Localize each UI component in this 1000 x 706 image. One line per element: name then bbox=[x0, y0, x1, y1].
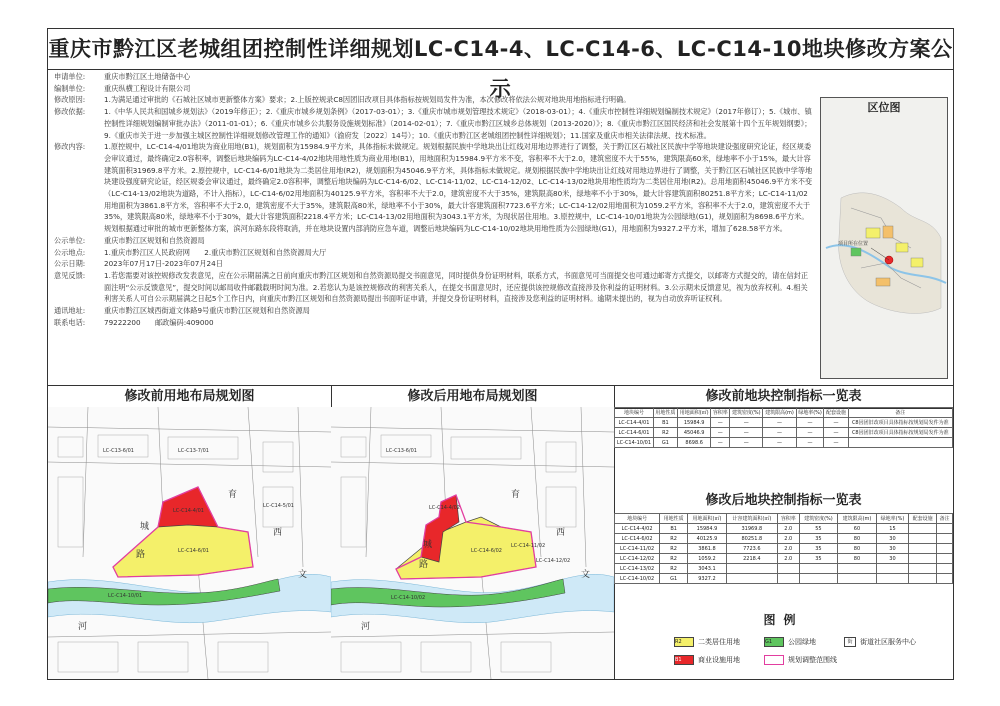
table-cell bbox=[909, 524, 937, 534]
table-cell: G1 bbox=[653, 438, 677, 448]
table-cell: LC-C14-6/01 bbox=[615, 428, 654, 438]
map-label: 育 bbox=[511, 490, 521, 500]
table-row bbox=[615, 554, 953, 564]
map-label: LC-C13-7/01 bbox=[178, 448, 209, 454]
table-row bbox=[615, 428, 953, 438]
table-header-cell: 备注 bbox=[848, 408, 952, 418]
table-cell: — bbox=[796, 428, 824, 438]
map-label: LC-C14-6/01 bbox=[178, 548, 209, 554]
info-value: 1.原控规中，LC-C14-4/01地块为商业用地(B1)，规划面积为15984.9平方米，具体指标未做规定。规划根据民族中学地块出让红线对用地边界进行了调整，关于黔江区石城社区民族中学等地块建设强度研究论证，经区规委会审议通过，最终确定2.0容积率，调整后地块编码为LC-C14-4/02地块用地性质为商业用地(B1)，用地面积为15984.9平方米不变，容积率不大于2.0，建筑密度不大于55%，建筑限高60米，绿地率不小于15%，最大计容建筑面积31969.8平方米。2.原控规中，LC-C14-6/01地块为二类居住用地(R2)，规划面积为45046.9平方米，具体指标未做规定。规划根据民族中学地块出让红线对用地边界进行了调整，关于黔江区石城社区民族中学等地块建设强度研究论证，经区规委会审议通过，最终确定2.0容积率，调整后地块编码为LC-C14-6/02、LC-C14-11/02、LC-C14-12/02、LC-C14-13/02地块用地性质均为二类居住用地(R2)。总用地面积45046.9平方米不变（LC-C14-13/02地块为道路，不计入指标），LC-C14-6/02用地面积为40125.9平方米，容积率不大于2.0，建筑密度不大于35%，建筑限高80米，绿地率不小于30%，最大计容建筑面积80251.8平方米；LC-C14-11/02用地面积为3861.8平方米，容积率不大于2.0，建筑密度不大于35%，建筑限高80米，绿地率不小于30%，最大计容建筑面积7723.6平方米；LC-C14-12/02用地面积为1059.2平方米，容积率不大于2.0，建筑密度不大于35%，建筑限高80米，绿地率不小于30%，最大计容建筑面积2218.4平方米；LC-C14-13/02用地面积为3043.1平方米，为现状居住用地。3.原控规中，LC-C14-10/01地块为公园绿地(G1)，规划面积为8698.6平方米。规划根据通过审批的城市更新整体方案，滨河东路东段将取消，并在地块设置内部消防应急车道，调整后地块编码为LC-C14-10/02地块用地性质为公园绿地(G1)，用地面积为9327.2平方米，增加了628.58平方米。 bbox=[104, 142, 813, 234]
table-cell: — bbox=[711, 418, 730, 428]
table-cell bbox=[876, 564, 908, 574]
table-cell: 2.0 bbox=[777, 524, 799, 534]
table-cell: 2218.4 bbox=[726, 554, 777, 564]
table-cell: — bbox=[711, 438, 730, 448]
info-label: 申请单位: bbox=[54, 72, 86, 81]
table-cell: 80251.8 bbox=[726, 534, 777, 544]
table-header-cell: 用地性质 bbox=[653, 408, 677, 418]
info-row bbox=[54, 141, 814, 235]
table-cell bbox=[799, 564, 837, 574]
table-cell: 15 bbox=[876, 524, 908, 534]
table-cell: 2.0 bbox=[777, 544, 799, 554]
legend-swatch-g1: G1 bbox=[764, 637, 784, 647]
table-header-cell: 建筑限高(m) bbox=[838, 514, 877, 524]
info-value: 2023年07月17日-2023年07月24日 bbox=[104, 259, 223, 269]
table-before-grid bbox=[614, 407, 953, 448]
table-header-cell: 地块编号 bbox=[615, 408, 654, 418]
table-cell: 35 bbox=[799, 554, 837, 564]
info-value: 1.重庆市黔江区人民政府网 2.重庆市黔江区规划和自然资源局大厅 bbox=[104, 247, 327, 257]
legend-label-b1: 商业设施用地 bbox=[698, 656, 740, 664]
table-header-cell: 备注 bbox=[937, 514, 953, 524]
table-cell: 15984.9 bbox=[688, 524, 727, 534]
legend-item-boundary bbox=[764, 655, 837, 665]
table-header-cell: 用地性质 bbox=[660, 514, 688, 524]
table-row bbox=[615, 574, 953, 584]
table-cell: R2 bbox=[653, 428, 677, 438]
table-header-cell: 绿地率(%) bbox=[876, 514, 908, 524]
table-cell: 8698.6 bbox=[677, 438, 710, 448]
table-header-cell: 地块编号 bbox=[615, 514, 660, 524]
table-cell: — bbox=[763, 438, 796, 448]
map-label: 河 bbox=[78, 622, 88, 632]
table-cell bbox=[937, 564, 953, 574]
table-cell bbox=[909, 564, 937, 574]
table-cell bbox=[937, 544, 953, 554]
table-cell: LC-C14-10/02 bbox=[615, 574, 660, 584]
table-cell bbox=[726, 564, 777, 574]
map-label: 西 bbox=[273, 528, 283, 538]
info-label: 修改原因: bbox=[54, 95, 86, 105]
table-cell: 30 bbox=[876, 554, 908, 564]
location-map bbox=[820, 97, 948, 379]
legend-label-boundary: 规划调整范围线 bbox=[788, 656, 837, 664]
table-cell: 2.0 bbox=[777, 554, 799, 564]
table-cell bbox=[777, 574, 799, 584]
table-cell: — bbox=[796, 438, 824, 448]
map-label: LC-C14-6/02 bbox=[471, 548, 502, 554]
table-header-cell: 建筑密度(%) bbox=[799, 514, 837, 524]
table-cell: R2 bbox=[660, 544, 688, 554]
map-after bbox=[331, 407, 615, 679]
info-row bbox=[54, 317, 814, 329]
table-cell: LC-C14-12/02 bbox=[615, 554, 660, 564]
table-cell bbox=[909, 534, 937, 544]
table-before-title: 修改前地块控制指标一览表 bbox=[614, 385, 953, 409]
info-row bbox=[54, 106, 814, 141]
table-header-cell: 绿地率(%) bbox=[796, 408, 824, 418]
table-cell: 35 bbox=[799, 534, 837, 544]
legend-swatch-boundary bbox=[764, 655, 784, 665]
map-label: 河 bbox=[361, 622, 371, 632]
map-label: LC-C14-11/02 bbox=[511, 543, 546, 549]
location-map-title: 区位图 bbox=[867, 101, 901, 114]
info-row bbox=[54, 247, 814, 259]
table-cell bbox=[799, 574, 837, 584]
table-header-cell: 用地面积(㎡) bbox=[688, 514, 727, 524]
table-header-cell: 容积率 bbox=[777, 514, 799, 524]
table-cell bbox=[777, 564, 799, 574]
info-value: 重庆市黔江区城西街道文体路9号重庆市黔江区规划和自然资源局 bbox=[104, 306, 310, 316]
legend-item-r2 bbox=[674, 637, 740, 647]
info-label: 公示单位: bbox=[54, 235, 86, 245]
table-cell bbox=[937, 524, 953, 534]
table-cell: LC-C14-4/02 bbox=[615, 524, 660, 534]
table-cell: 30 bbox=[876, 534, 908, 544]
table-cell: R2 bbox=[660, 564, 688, 574]
table-after-title: 修改后地块控制指标一览表 bbox=[705, 493, 862, 508]
table-after-grid bbox=[614, 513, 953, 584]
info-label: 通讯地址: bbox=[54, 306, 86, 316]
table-cell: — bbox=[763, 428, 796, 438]
map-after-title: 修改后用地布局规划图 bbox=[331, 385, 615, 409]
info-value: 1.《中华人民共和国城乡规划法》（2019年修正）；2.《重庆市城乡规划条例》（2017-03-01）；3.《重庆市城市规划管理技术规定》（2018-03-01）；4.《重庆市控制性详细规划编制技术规定》（2017年修订）；5.《城市、镇控制性详细规划编制审批办法》（2011-01-01）；6.《重庆市城乡公共服务设施规划标准》（2014-02-01）；7.《重庆市黔江区城乡总体规划（2013-2020）》；8.《重庆市黔江区国民经济和社会发展第十四个五年规划纲要》；9.《重庆市关于进一步加强主城区控制性详细规划修改管理工作的通知》（渝府发〔2022〕14号）；10.《重庆市黔江区老城组团控制性详细规划》；11.国家及重庆市相关法律法规、技术标准。 bbox=[104, 107, 812, 140]
table-cell: — bbox=[824, 438, 848, 448]
table-cell: — bbox=[763, 418, 796, 428]
table-cell: 15984.9 bbox=[677, 418, 710, 428]
map-label: 西 bbox=[556, 528, 566, 538]
table-cell: R2 bbox=[660, 554, 688, 564]
table-cell: LC-C14-4/01 bbox=[615, 418, 654, 428]
table-cell: C8因团旧改项目具体指标按规划局发件为准 bbox=[848, 418, 952, 428]
info-row bbox=[54, 270, 814, 305]
table-row bbox=[615, 544, 953, 554]
table-cell: — bbox=[824, 428, 848, 438]
legend-item-g1 bbox=[764, 637, 816, 647]
table-cell bbox=[937, 554, 953, 564]
legend-label-g1: 公园绿地 bbox=[788, 638, 816, 646]
table-after bbox=[614, 513, 953, 584]
table-header-cell: 用地面积(㎡) bbox=[677, 408, 710, 418]
table-cell bbox=[909, 574, 937, 584]
map-label: LC-C14-10/02 bbox=[391, 595, 426, 601]
map-label: 路 bbox=[419, 560, 429, 570]
table-cell: 45046.9 bbox=[677, 428, 710, 438]
table-cell bbox=[937, 534, 953, 544]
map-label: 城 bbox=[140, 522, 150, 532]
map-before bbox=[48, 407, 332, 679]
table-cell: — bbox=[824, 418, 848, 428]
info-value: 重庆市黔江区土地储备中心 bbox=[104, 72, 191, 81]
table-cell: 3861.8 bbox=[688, 544, 727, 554]
table-cell: 80 bbox=[838, 554, 877, 564]
table-header-cell: 配套设施 bbox=[909, 514, 937, 524]
table-before bbox=[614, 407, 953, 448]
table-cell: — bbox=[730, 418, 763, 428]
map-label: 文 bbox=[581, 570, 591, 580]
legend-item-street bbox=[844, 637, 916, 647]
table-cell bbox=[838, 564, 877, 574]
table-header-cell: 容积率 bbox=[711, 408, 730, 418]
table-cell bbox=[909, 544, 937, 554]
table-cell bbox=[838, 574, 877, 584]
map-after-drawing bbox=[331, 407, 614, 679]
table-cell: — bbox=[730, 438, 763, 448]
info-value: 1.若您需要对该控规修改发表意见，应在公示期届满之日前向重庆市黔江区规划和自然资源局提交书面意见，同时提供身份证明材料，联系方式，书面意见可当面提交也可通过邮寄方式提交，以邮寄方式提交的，请在信封正面注明“公示反馈意见”，提交时间以邮局收件邮戳载明时间为准。2.若您认为是该控规修改的利害关系人，在提交书面意见时，还应提供该控规修改直接涉及你利益的证明材料。3.公示期未反馈意见，视为放弃权利。4.相关利害关系人可自公示期届满之日起5个工作日内，向重庆市黔江区规划和自然资源局提出书面听证申请，并提交身份证明材料，直接涉及您利益的证明材料。逾期未提出的，视为自动放弃听证权利。 bbox=[104, 270, 809, 304]
table-cell: — bbox=[730, 428, 763, 438]
table-cell: LC-C14-6/02 bbox=[615, 534, 660, 544]
table-cell: LC-C14-11/02 bbox=[615, 544, 660, 554]
table-header-cell: 建筑密度(%) bbox=[730, 408, 763, 418]
table-cell: B1 bbox=[653, 418, 677, 428]
legend-label-street: 街道社区服务中心 bbox=[860, 638, 916, 646]
map-before-drawing bbox=[48, 407, 331, 679]
map-label: 育 bbox=[228, 490, 238, 500]
table-cell: 35 bbox=[799, 544, 837, 554]
info-label: 修改依据: bbox=[54, 107, 86, 117]
table-cell bbox=[909, 554, 937, 564]
table-cell: 2.0 bbox=[777, 534, 799, 544]
legend-swatch-b1: B1 bbox=[674, 655, 694, 665]
poster-frame bbox=[47, 28, 954, 680]
table-cell: 3043.1 bbox=[688, 564, 727, 574]
legend-title: 图例 bbox=[763, 613, 804, 627]
info-row bbox=[54, 83, 814, 95]
table-header-cell: 建筑限高(m) bbox=[763, 408, 796, 418]
map-label: LC-C14-4/02 bbox=[429, 505, 460, 511]
info-row bbox=[54, 94, 814, 106]
table-cell: 40125.9 bbox=[688, 534, 727, 544]
table-header-cell: 配套设施 bbox=[824, 408, 848, 418]
table-cell: C8因团旧改项目具体指标按规划局发件为准 bbox=[848, 428, 952, 438]
info-row bbox=[54, 258, 814, 270]
info-label: 公示日期: bbox=[54, 259, 86, 269]
map-before-title: 修改前用地布局规划图 bbox=[48, 385, 332, 409]
info-label: 联系电话: bbox=[54, 317, 86, 327]
table-cell: — bbox=[711, 428, 730, 438]
info-value: 重庆市黔江区规划和自然资源局 bbox=[104, 235, 205, 245]
table-cell bbox=[726, 574, 777, 584]
info-row bbox=[54, 235, 814, 247]
legend-swatch-r2: R2 bbox=[674, 637, 694, 647]
table-cell: 80 bbox=[838, 534, 877, 544]
table-cell bbox=[848, 438, 952, 448]
map-label: LC-C13-6/01 bbox=[103, 448, 134, 454]
legend-item-b1 bbox=[674, 655, 740, 665]
map-label: LC-C14-10/01 bbox=[108, 593, 143, 599]
info-value: 1.为满足通过审批的《石城社区城市更新整体方案》要求；2.上版控规录C8因团旧改项目具体指标按规划局发件为准，本次修改将依法公规对地块用地指标进行明确。 bbox=[104, 95, 631, 105]
table-cell: B1 bbox=[660, 524, 688, 534]
table-cell bbox=[876, 574, 908, 584]
table-cell: 55 bbox=[799, 524, 837, 534]
info-value: 79222200 邮政编码:409000 bbox=[104, 317, 214, 327]
table-cell bbox=[937, 574, 953, 584]
map-label: 城 bbox=[423, 540, 433, 550]
info-block bbox=[54, 71, 814, 328]
table-cell: 1059.2 bbox=[688, 554, 727, 564]
table-cell: LC-C14-10/01 bbox=[615, 438, 654, 448]
info-label: 公示地点: bbox=[54, 247, 86, 257]
info-row bbox=[54, 71, 814, 83]
table-cell: 31969.8 bbox=[726, 524, 777, 534]
map-label: LC-C13-6/01 bbox=[386, 448, 417, 454]
table-header-cell: 计容建筑面积(㎡) bbox=[726, 514, 777, 524]
table-row bbox=[615, 564, 953, 574]
map-label: LC-C14-4/01 bbox=[173, 508, 204, 514]
table-cell: G1 bbox=[660, 574, 688, 584]
table-cell: 80 bbox=[838, 544, 877, 554]
table-cell: 60 bbox=[838, 524, 877, 534]
info-row bbox=[54, 305, 814, 317]
info-value: 重庆纵横工程设计有限公司 bbox=[104, 83, 191, 93]
table-cell: 9327.2 bbox=[688, 574, 727, 584]
info-label: 修改内容: bbox=[54, 142, 86, 152]
info-label: 意见反馈: bbox=[54, 270, 86, 280]
map-label: 文 bbox=[298, 570, 308, 580]
page-title: 重庆市黔江区老城组团控制性详细规划LC-C14-4、LC-C14-6、LC-C14-10地块修改方案公示 bbox=[48, 29, 953, 70]
legend bbox=[614, 607, 953, 679]
table-row bbox=[615, 418, 953, 428]
map-label: LC-C14-12/02 bbox=[536, 558, 571, 564]
table-cell: 30 bbox=[876, 544, 908, 554]
map-label: LC-C14-5/01 bbox=[263, 503, 294, 509]
location-map-site-label: 项目所在位置 bbox=[838, 241, 869, 247]
legend-swatch-street: 街 bbox=[844, 637, 856, 647]
table-cell: 7723.6 bbox=[726, 544, 777, 554]
table-row bbox=[615, 524, 953, 534]
legend-label-r2: 二类居住用地 bbox=[698, 638, 740, 646]
table-row bbox=[615, 534, 953, 544]
info-label: 编制单位: bbox=[54, 83, 86, 93]
table-row bbox=[615, 438, 953, 448]
location-map-drawing bbox=[821, 98, 947, 378]
table-cell: LC-C14-13/02 bbox=[615, 564, 660, 574]
table-cell: — bbox=[796, 418, 824, 428]
map-label: 路 bbox=[136, 550, 146, 560]
table-cell: R2 bbox=[660, 534, 688, 544]
